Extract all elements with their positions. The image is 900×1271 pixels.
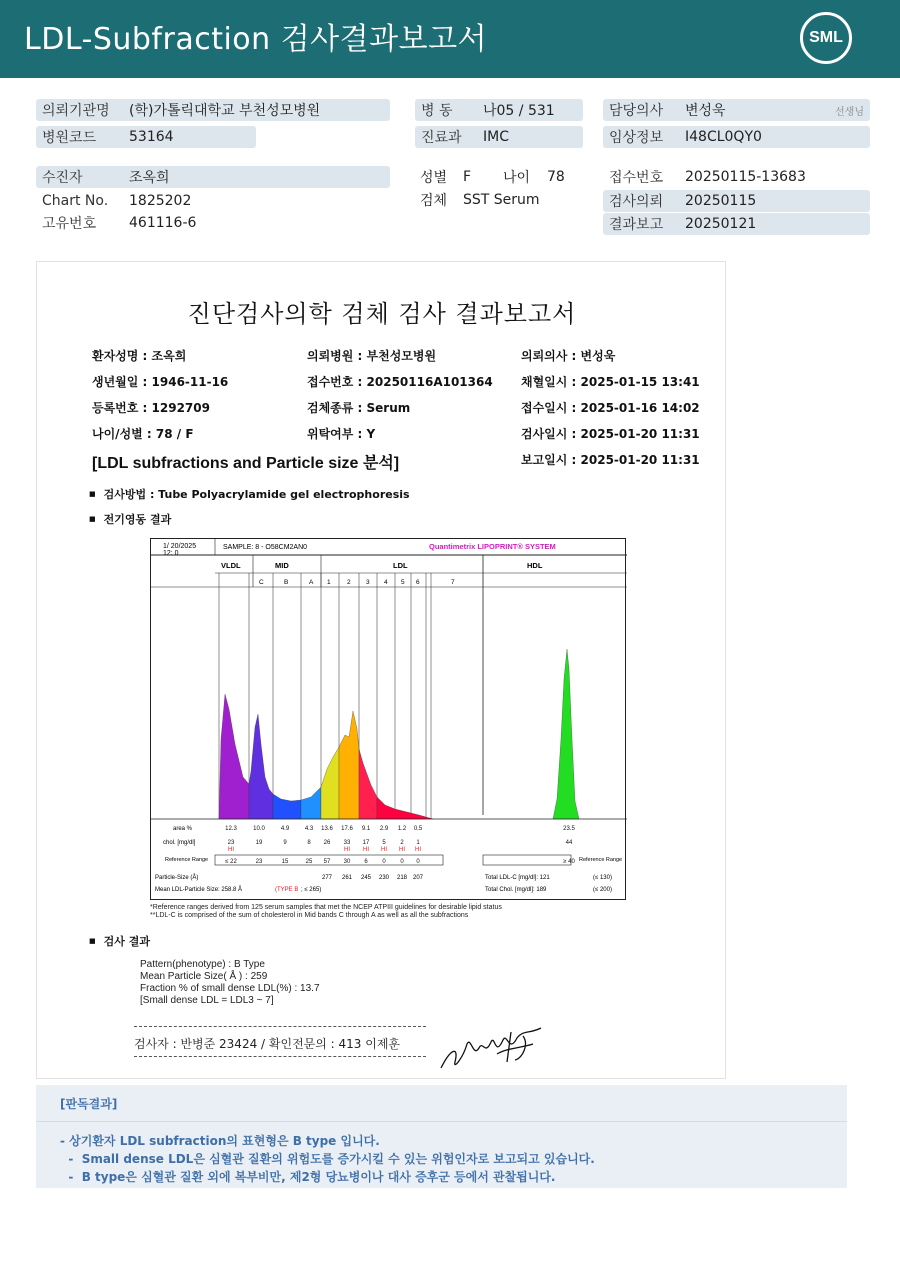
area-value: 17.6	[341, 826, 353, 832]
ward-field: 병 동 나05 / 531	[415, 99, 583, 121]
band-5: 5	[401, 579, 405, 586]
judgement-header	[36, 1085, 847, 1121]
band-4: 4	[384, 579, 388, 586]
chol-value: 33	[343, 840, 351, 846]
band-2: 2	[347, 579, 351, 586]
area-value: 13.6	[321, 826, 333, 832]
result-line-4: [Small dense LDL = LDL3 ~ 7]	[140, 995, 274, 1006]
clinical-info-field: 임상정보 I48CL0QY0	[603, 126, 870, 148]
chart-svg	[151, 539, 627, 901]
ref-value: 23	[255, 859, 263, 865]
group-ldl: LDL	[393, 561, 408, 570]
specimen-field: 검체 SST Serum	[420, 192, 540, 209]
peak-segment	[249, 714, 273, 819]
sex-age-field: 성별 F 나이 78	[420, 169, 565, 186]
band-1: 1	[327, 579, 331, 586]
field-name: 환자성명 : 조옥희	[92, 349, 187, 363]
unique-no-field: 고유번호 461116-6	[42, 215, 197, 232]
mean-type: (TYPE B	[275, 887, 299, 893]
particle-size-value: 245	[360, 875, 372, 881]
chol-value: 5	[382, 840, 386, 846]
patient-field: 수진자 조옥희	[36, 166, 390, 188]
chol-flag: HI	[344, 847, 350, 853]
chol-value: 8	[307, 840, 311, 846]
ref-value: ≥ 40	[563, 859, 575, 865]
chart-sample-time: 12: 0	[163, 550, 179, 557]
peak-segment	[273, 794, 301, 819]
chol-value: 1	[416, 840, 420, 846]
chol-flag: HI	[228, 847, 234, 853]
chol-flag: HI	[399, 847, 405, 853]
particle-size-value: 277	[321, 875, 333, 881]
result-line-1: Pattern(phenotype) : B Type	[140, 959, 265, 970]
band-b: B	[284, 579, 289, 586]
area-value: 9.1	[361, 826, 371, 832]
hospital-code-field: 병원코드 53164	[36, 126, 256, 148]
request-date-field: 검사의뢰 20250115	[603, 190, 870, 212]
field-received: 접수일시 : 2025-01-16 14:02	[521, 401, 700, 415]
sml-logo: SML	[800, 12, 852, 64]
method-line: ■ 검사방법 : Tube Polyacrylamide gel electrophoresis	[89, 486, 410, 502]
chart-sample-date: 1/ 20/2025	[163, 543, 197, 550]
area-value: 4.3	[304, 826, 314, 832]
chol-flag: HI	[415, 847, 421, 853]
area-value: 10.0	[253, 826, 265, 832]
particle-size-value: 218	[396, 875, 408, 881]
area-row	[225, 826, 575, 832]
area-label: area %	[173, 826, 193, 832]
total-chol-ref: (≤ 200)	[593, 887, 612, 893]
ref-value: 25	[305, 859, 313, 865]
chol-value: 23	[227, 840, 235, 846]
ref-value: 0	[400, 859, 404, 865]
field-specimen: 검체종류 : Serum	[307, 401, 411, 415]
particle-size-value: 230	[378, 875, 390, 881]
peak-segment	[219, 694, 249, 819]
mean-ref: ; ≤ 265)	[301, 887, 322, 893]
electro-heading: ■ 전기영동 결과	[89, 511, 171, 527]
chol-value: 44	[565, 840, 573, 846]
result-line-3: Fraction % of small dense LDL(%) : 13.7	[140, 983, 320, 994]
peak-segment	[377, 797, 433, 819]
institution-field: 의뢰기관명 (학)가톨릭대학교 부천성모병원	[36, 99, 390, 121]
judgement-body	[36, 1121, 847, 1188]
band-c: C	[259, 579, 264, 586]
group-hdl: HDL	[527, 561, 543, 570]
total-ldl: Total LDL-C [mg/dl]: 121	[485, 875, 550, 881]
result-heading: ■ 검사 결과	[89, 933, 150, 949]
judgement-title: [판독결과]	[60, 1097, 118, 1111]
ref-value: 0	[416, 859, 420, 865]
footnote-1: *Reference ranges derived from 125 serum samples that met the NCEP ATPIII guidelines for desirable lipid status	[150, 904, 502, 911]
area-value: 12.3	[225, 826, 237, 832]
electrophoresis-chart	[150, 538, 626, 900]
chol-label: chol. [mg/dl]	[163, 840, 196, 846]
judgement-line-1: - 상기환자 LDL subfraction의 표현형은 B type 입니다.	[60, 1134, 380, 1148]
flag-row	[228, 847, 421, 853]
section-title: [LDL subfractions and Particle size 분석]	[92, 455, 400, 472]
group-vldl: VLDL	[221, 561, 241, 570]
chol-value: 19	[255, 840, 263, 846]
particle-size-label: Particle-Size (Å)	[155, 875, 199, 881]
peak-segment	[339, 711, 359, 819]
signature-bottom-rule	[134, 1056, 426, 1057]
ref-value: 0	[382, 859, 386, 865]
field-consign: 위탁여부 : Y	[307, 427, 376, 441]
ref-value: 6	[364, 859, 368, 865]
chol-row	[228, 840, 573, 846]
report-header-title: LDL-Subfraction 검사결과보고서	[24, 22, 488, 57]
particle-size-value: 261	[341, 875, 353, 881]
field-receipt: 접수번호 : 20250116A101364	[307, 375, 493, 389]
ref-value: 15	[281, 859, 289, 865]
ref-label-right: Reference Range	[579, 857, 623, 863]
chol-value: 9	[283, 840, 287, 846]
field-tested: 검사일시 : 2025-01-20 11:31	[521, 427, 700, 441]
ref-value: 57	[323, 859, 331, 865]
area-value: 0.5	[413, 826, 423, 832]
chol-flag: HI	[381, 847, 387, 853]
judgement-line-2: - Small dense LDL은 심혈관 질환의 위험도를 증가시킬 수 있는 위험인자로 보고되고 있습니다.	[60, 1152, 595, 1166]
particle-size-value: 207	[412, 875, 424, 881]
peak-segment	[321, 747, 339, 819]
area-value: 1.2	[397, 826, 407, 832]
band-a: A	[309, 579, 314, 586]
area-value: 2.9	[379, 826, 389, 832]
report-date-field: 결과보고 20250121	[603, 213, 870, 235]
chol-value: 2	[400, 840, 404, 846]
ref-row	[225, 859, 575, 865]
group-mid: MID	[275, 561, 289, 570]
report-title: 진단검사의학 검체 검사 결과보고서	[187, 300, 577, 328]
total-chol: Total Chol. [mg/dl]: 189	[485, 887, 547, 893]
chol-flag: HI	[363, 847, 369, 853]
department-field: 진료과 IMC	[415, 126, 583, 148]
footnote-2: **LDL-C is comprised of the sum of cholesterol in Mid bands C through A as well as all the subfractions	[150, 912, 469, 919]
chol-value: 17	[362, 840, 370, 846]
chart-sample-id: SAMPLE: 8 - O58CM2AN0	[223, 544, 308, 551]
signature-line: 검사자 : 반병준 23424 / 확인전문의 : 413 이제훈	[134, 1037, 401, 1051]
chart-no-field: Chart No. 1825202	[42, 193, 192, 209]
ref-value: ≤ 22	[225, 859, 237, 865]
band-7: 7	[451, 579, 455, 586]
field-collected: 채혈일시 : 2025-01-15 13:41	[521, 375, 700, 389]
header-bar	[0, 0, 900, 78]
hdl-peak	[553, 649, 579, 819]
peak-segment	[359, 749, 377, 819]
field-doctor: 의뢰의사 : 변성욱	[521, 349, 616, 363]
ref-label: Reference Range	[165, 857, 209, 863]
doctor-field: 담당의사 변성욱 선생님	[603, 99, 870, 121]
signature-top-rule	[134, 1026, 426, 1027]
chol-value: 26	[323, 840, 331, 846]
field-agesex: 나이/성별 : 78 / F	[92, 427, 194, 441]
band-6: 6	[416, 579, 420, 586]
chart-system-name: Quantimetrix LIPOPRINT® SYSTEM	[429, 542, 556, 551]
field-reported: 보고일시 : 2025-01-20 11:31	[521, 453, 700, 467]
field-reg: 등록번호 : 1292709	[92, 401, 210, 415]
mean-size: Mean LDL-Particle Size: 258.8 Å	[155, 887, 243, 893]
total-ldl-ref: (≤ 130)	[593, 875, 612, 881]
area-value: 4.9	[280, 826, 290, 832]
band-3: 3	[366, 579, 370, 586]
receipt-no-field: 접수번호 20250115-13683	[609, 169, 806, 186]
report-paper	[36, 261, 726, 1079]
particle-size-row	[322, 875, 424, 881]
handwritten-signature	[437, 1018, 557, 1078]
result-line-2: Mean Particle Size( Å ) : 259	[140, 971, 268, 982]
field-hospital: 의뢰병원 : 부천성모병원	[307, 349, 437, 363]
judgement-line-3: - B type은 심혈관 질환 외에 복부비만, 제2형 당뇨병이나 대사 증후군 등에서 관찰됩니다.	[60, 1170, 556, 1184]
field-birth: 생년월일 : 1946-11-16	[92, 375, 229, 389]
area-value: 23.5	[563, 826, 575, 832]
peak-segment	[301, 787, 321, 819]
ref-value: 30	[343, 859, 351, 865]
